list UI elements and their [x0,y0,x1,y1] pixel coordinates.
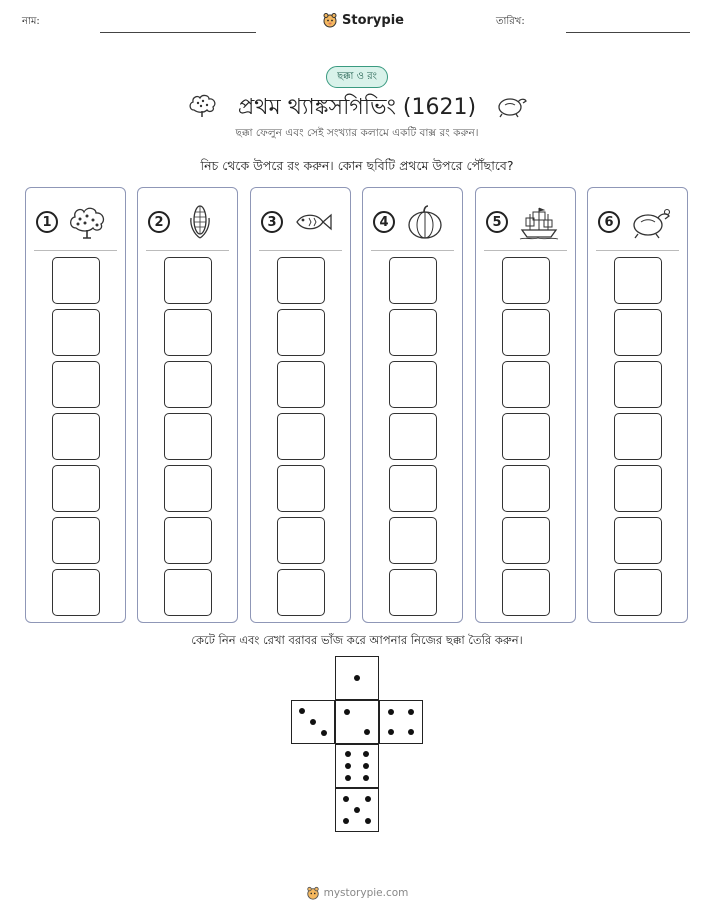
tree-icon [68,204,108,240]
color-box[interactable] [52,569,100,616]
dice-face [291,700,335,744]
color-box[interactable] [164,517,212,564]
dice-pip [321,730,327,736]
color-box[interactable] [164,257,212,304]
color-box[interactable] [502,517,550,564]
corn-icon [180,204,220,240]
mascot-icon [306,886,320,900]
page-subtitle: ছক্কা ফেলুন এবং সেই সংখ্যার কলামে একটি বাক্স রং করুন। [235,127,479,139]
dice-pip [345,751,351,757]
color-box[interactable] [502,413,550,460]
color-box[interactable] [389,465,437,512]
name-line[interactable] [100,32,256,33]
column-number: 2 [148,211,170,233]
column-number: 3 [261,211,283,233]
column-number: 4 [373,211,395,233]
dice-pip [363,763,369,769]
column-1 [25,187,126,623]
dice-face [335,788,379,832]
dice-pip [365,796,371,802]
color-box[interactable] [614,361,662,408]
color-box[interactable] [52,413,100,460]
color-box[interactable] [389,309,437,356]
column-5 [475,187,576,623]
color-box[interactable] [502,309,550,356]
color-box[interactable] [502,257,550,304]
activity-badge: ছক্কা ও রং [326,66,388,88]
color-box[interactable] [389,361,437,408]
color-box[interactable] [277,569,325,616]
column-number: 1 [36,211,58,233]
color-box[interactable] [614,257,662,304]
page-title: প্রথম থ্যাঙ্কসগিভিং (1621) [237,95,477,120]
color-box[interactable] [52,361,100,408]
color-box[interactable] [164,309,212,356]
color-box[interactable] [614,309,662,356]
dice-face [335,700,379,744]
dice-pip [343,796,349,802]
color-box[interactable] [614,465,662,512]
color-box[interactable] [277,517,325,564]
name-label: নাম: [22,16,40,27]
mascot-icon [322,12,338,28]
turkey-icon [630,204,672,240]
color-box[interactable] [389,569,437,616]
ship-icon [518,204,560,240]
color-box[interactable] [164,465,212,512]
color-box[interactable] [277,361,325,408]
date-label: তারিখ: [496,16,525,27]
column-number: 5 [486,211,508,233]
dice-pip [408,729,414,735]
dice-pip [299,708,305,714]
dice-pip [388,729,394,735]
column-3 [250,187,351,623]
dice-face [335,744,379,788]
color-box[interactable] [389,257,437,304]
color-box[interactable] [277,309,325,356]
dice-pip [345,763,351,769]
column-2 [137,187,238,623]
dice-pip [364,729,370,735]
color-box[interactable] [164,361,212,408]
cut-fold-instruction: কেটে নিন এবং রেখা বরাবর ভাঁজ করে আপনার নিজের ছক্কা তৈরি করুন। [191,633,523,647]
color-box[interactable] [277,413,325,460]
dice-pip [363,775,369,781]
dice-pip [388,709,394,715]
dice-pip [354,675,360,681]
dice-pip [365,818,371,824]
dice-pip [363,751,369,757]
color-box[interactable] [52,257,100,304]
color-box[interactable] [614,569,662,616]
dice-pip [354,807,360,813]
dice-pip [344,709,350,715]
color-box[interactable] [164,413,212,460]
color-box[interactable] [389,413,437,460]
column-number: 6 [598,211,620,233]
footer-url: mystorypie.com [323,887,409,899]
color-box[interactable] [52,465,100,512]
dice-pip [408,709,414,715]
dice-face [335,656,379,700]
color-box[interactable] [389,517,437,564]
footer [0,886,714,900]
fish-icon [293,204,333,240]
dice-pip [310,719,316,725]
color-box[interactable] [502,361,550,408]
color-box[interactable] [502,465,550,512]
color-box[interactable] [614,517,662,564]
dice-face [379,700,423,744]
brand-logo [322,12,404,28]
color-box[interactable] [52,309,100,356]
pumpkin-icon [405,204,445,240]
color-box[interactable] [277,465,325,512]
column-6 [587,187,688,623]
color-box[interactable] [502,569,550,616]
question-text: নিচ থেকে উপরে রং করুন। কোন ছবিটি প্রথমে উপরে পৌঁছাবে? [200,158,514,173]
color-box[interactable] [614,413,662,460]
brand-name: Storypie [342,12,404,28]
dice-pip [345,775,351,781]
color-box[interactable] [52,517,100,564]
color-box[interactable] [277,257,325,304]
color-box[interactable] [164,569,212,616]
date-line[interactable] [566,32,690,33]
column-4 [362,187,463,623]
dice-pip [343,818,349,824]
turkey-icon [496,92,528,118]
